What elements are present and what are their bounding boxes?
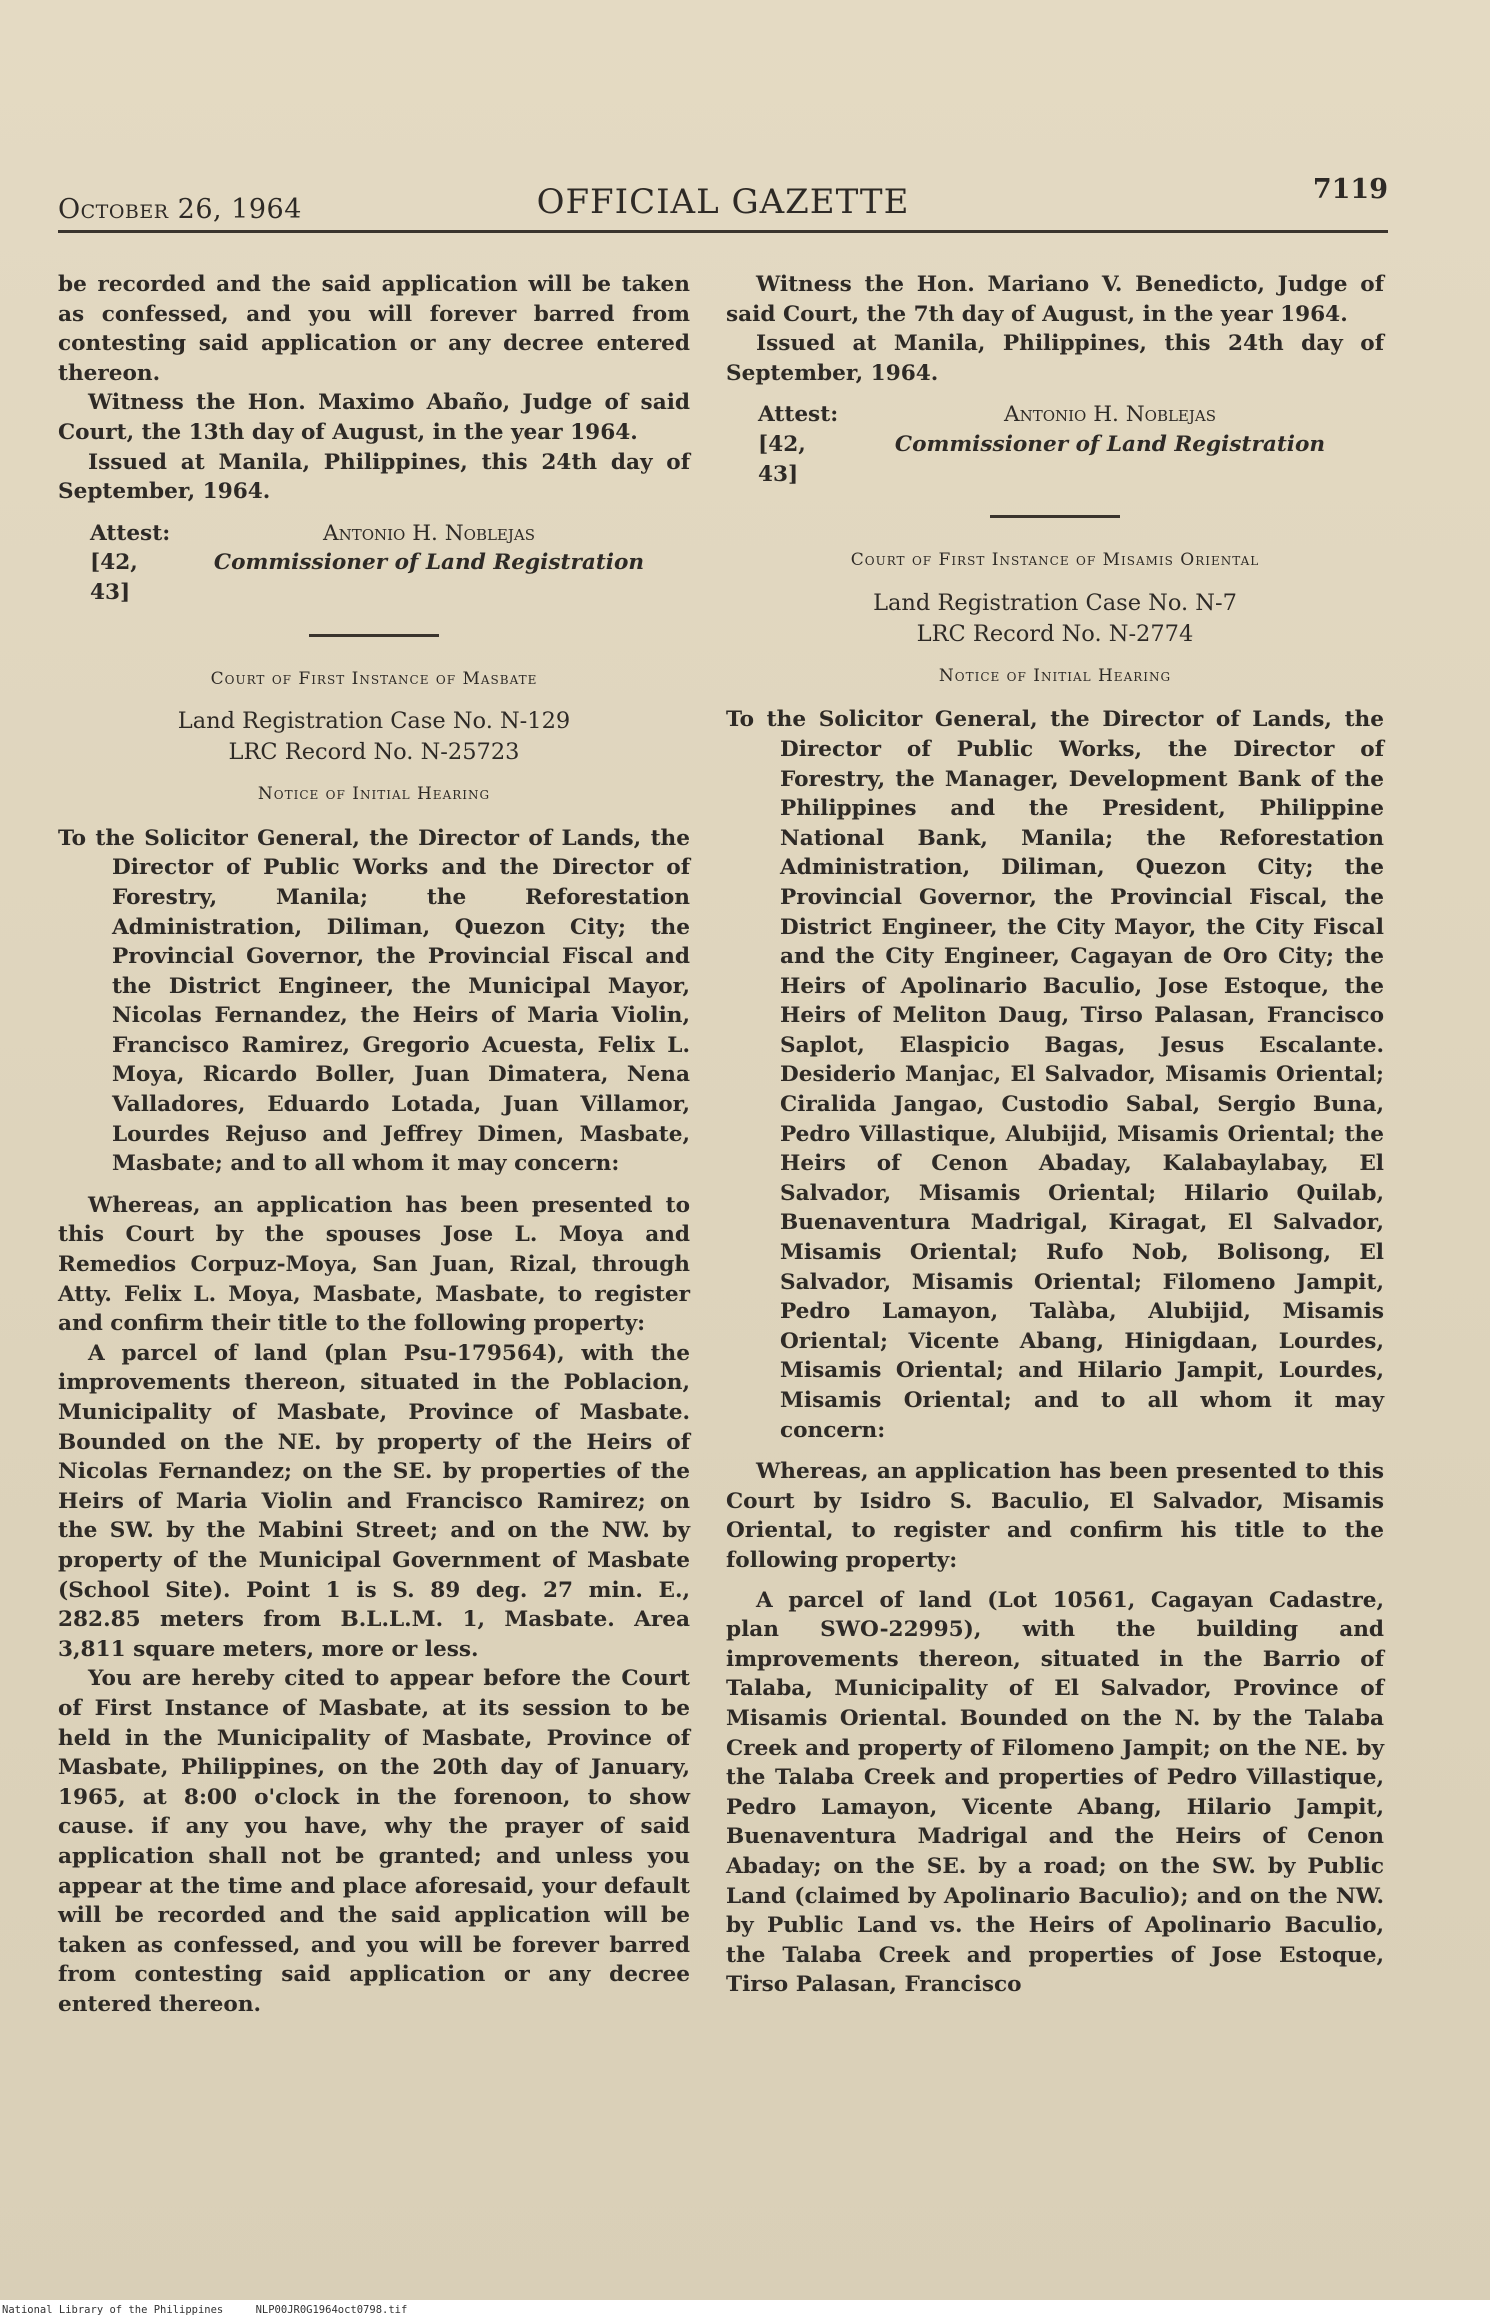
continued-paragraph: be recorded and the said application will be taken as confessed, and you will forever barred from contesting said application or any decree entered thereon.: [58, 272, 690, 386]
attest-block: [58, 519, 690, 608]
header-date: October 26, 1964: [58, 194, 302, 225]
whereas-paragraph: Whereas, an application has been presented to this Court by the spouses Jose L. Moya and Remedios Corpuz-Moya, San Juan, Rizal, through Atty. Felix L. Moya, Masbate, Masbate, to register and confirm their title to the following property:: [58, 1192, 690, 1337]
attest-block: [726, 400, 1384, 489]
issued-paragraph: Issued at Manila, Philippines, this 24th day of September, 1964.: [726, 331, 1384, 386]
attest-ref: [42, 43]: [758, 431, 806, 487]
attest-role: Commissioner of Land Registration: [213, 550, 645, 576]
footer-library: National Library of the Philippines: [2, 2304, 224, 2316]
section-divider: [309, 634, 439, 637]
attest-label: Attest:: [90, 520, 171, 546]
header-title: OFFICIAL GAZETTE: [536, 182, 910, 222]
record-number: LRC Record No. N-2774: [916, 620, 1194, 647]
whereas-paragraph: Whereas, an application has been presented to this Court by Isidro S. Baculio, El Salvador, Misamis Oriental, to register and confirm his title to the following property:: [726, 1459, 1384, 1573]
left-column: [58, 270, 690, 2019]
record-number: LRC Record No. N-25723: [228, 739, 520, 766]
parcel-paragraph: A parcel of land (Lot 10561, Cagayan Cadastre, plan SWO-22995), with the building and improvements thereon, situated in the Barrio of Talaba, Municipality of El Salvador, Province of Misamis Oriental. Bounded on the N. by the Talaba Creek and property of Filomeno Jampit; on the NE. by the Talaba Creek and properties of Pedro Villastique, Pedro Lamayon, Vicente Abang, Hilario Jampit, Buenaventura Madrigal and the Heirs of Cenon Abaday; on the SE. by a road; on the SW. by Public Land (claimed by Apolinario Baculio); and on the NW. by Public Land vs. the Heirs of Apolinario Baculio, the Talaba Creek and properties of Jose Estoque, Tirso Palasan, Francisco: [726, 1587, 1384, 1998]
cited-paragraph: You are hereby cited to appear before the Court of First Instance of Masbate, at its session to be held in the Municipality of Masbate, Province of Masbate, Philippines, on the 20th day of January, 1965, at 8:00 o'clock in the forenoon, to show cause. if any you have, why the prayer of said application shall not be granted; and unless you appear at the time and place aforesaid, your default will be recorded and the said application will be taken as confessed, and you will be forever barred from contesting said application or any decree entered thereon.: [58, 1666, 690, 2017]
witness-paragraph: Witness the Hon. Mariano V. Benedicto, Judge of said Court, the 7th day of August, in the year 1964.: [726, 272, 1384, 327]
court-heading: Court of First Instance of Misamis Oriental: [850, 550, 1260, 571]
notice-heading: Notice of Initial Hearing: [257, 784, 491, 805]
attest-role: Commissioner of Land Registration: [894, 431, 1326, 457]
case-number: Land Registration Case No. N-7: [873, 589, 1237, 616]
witness-paragraph: Witness the Hon. Maximo Abaño, Judge of said Court, the 13th day of August, in the year 1964.: [58, 390, 690, 445]
attest-name: Antonio H. Noblejas: [322, 520, 536, 546]
notice-heading: Notice of Initial Hearing: [938, 665, 1172, 686]
attest-ref: [42, 43]: [90, 550, 138, 605]
footer-filename: NLP00JR0G1964oct0798.tif: [255, 2304, 408, 2316]
address-paragraph: To the Solicitor General, the Director of Lands, the Director of Public Works and the Director of Forestry, Manila; the Reforestation Administration, Diliman, Quezon City; the Provincial Governor, the Provincial Fiscal and the District Engineer, the Municipal Mayor, Nicolas Fernandez, the Heirs of Maria Violin, Francisco Ramirez, Gregorio Acuesta, Felix L. Moya, Ricardo Boller, Juan Dimatera, Nena Valladores, Eduardo Lotada, Juan Villamor, Lourdes Rejuso and Jeffrey Dimen, Masbate, Masbate; and to all whom it may concern:: [58, 825, 690, 1177]
header-rule: [58, 230, 1388, 233]
case-number: Land Registration Case No. N-129: [177, 708, 571, 735]
parcel-paragraph: A parcel of land (plan Psu-179564), with the improvements thereon, situated in the Poblacion, Municipality of Masbate, Province of Masbate. Bounded on the NE. by property of the Heirs of Nicolas Fernandez; on the SE. by properties of the Heirs of Maria Violin and Francisco Ramirez; on the SW. by the Mabini Street; and on the NW. by property of the Municipal Government of Masbate (School Site). Point 1 is S. 89 deg. 27 min. E., 282.85 meters from B.L.L.M. 1, Masbate. Area 3,811 square meters, more or less.: [58, 1340, 690, 1662]
scan-footer: [0, 2300, 1490, 2321]
attest-name: Antonio H. Noblejas: [1003, 402, 1217, 428]
header-page-number: 7119: [1312, 174, 1388, 205]
right-column: [726, 270, 1384, 2000]
page-header: [58, 174, 1388, 232]
attest-label: Attest:: [758, 402, 839, 428]
section-divider: [990, 515, 1120, 518]
issued-paragraph: Issued at Manila, Philippines, this 24th day of September, 1964.: [58, 449, 690, 505]
court-heading: Court of First Instance of Masbate: [210, 668, 538, 689]
address-paragraph: To the Solicitor General, the Director of Lands, the Director of Public Works, the Director of Forestry, the Manager, Development Bank of the Philippines and the President, Philippine National Bank, Manila; the Reforestation Administration, Diliman, Quezon City; the Provincial Governor, the Provincial Fiscal, the District Engineer, the City Mayor, the City Fiscal and the City Engineer, Cagayan de Oro City; the Heirs of Apolinario Baculio, Jose Estoque, the Heirs of Meliton Daug, Tirso Palasan, Francisco Saplot, Elaspicio Bagas, Jesus Escalante. Desiderio Manjac, El Salvador, Misamis Oriental; Ciralida Jangao, Custodio Sabal, Sergio Buna, Pedro Villastique, Alubijid, Misamis Oriental; the Heirs of Cenon Abaday, Kalabaylabay, El Salvador, Misamis Oriental; Hilario Quilab, Buenaventura Madrigal, Kiragat, El Salvador, Misamis Oriental; Rufo Nob, Bolisong, El Salvador, Misamis Oriental; Filomeno Jampit, Pedro Lamayon, Talàba, Alubijid, Misamis Oriental; Vicente Abang, Hinigdaan, Lourdes, Misamis Oriental; and Hilario Jampit, Lourdes, Misamis Oriental; and to all whom it may concern:: [726, 707, 1384, 1443]
